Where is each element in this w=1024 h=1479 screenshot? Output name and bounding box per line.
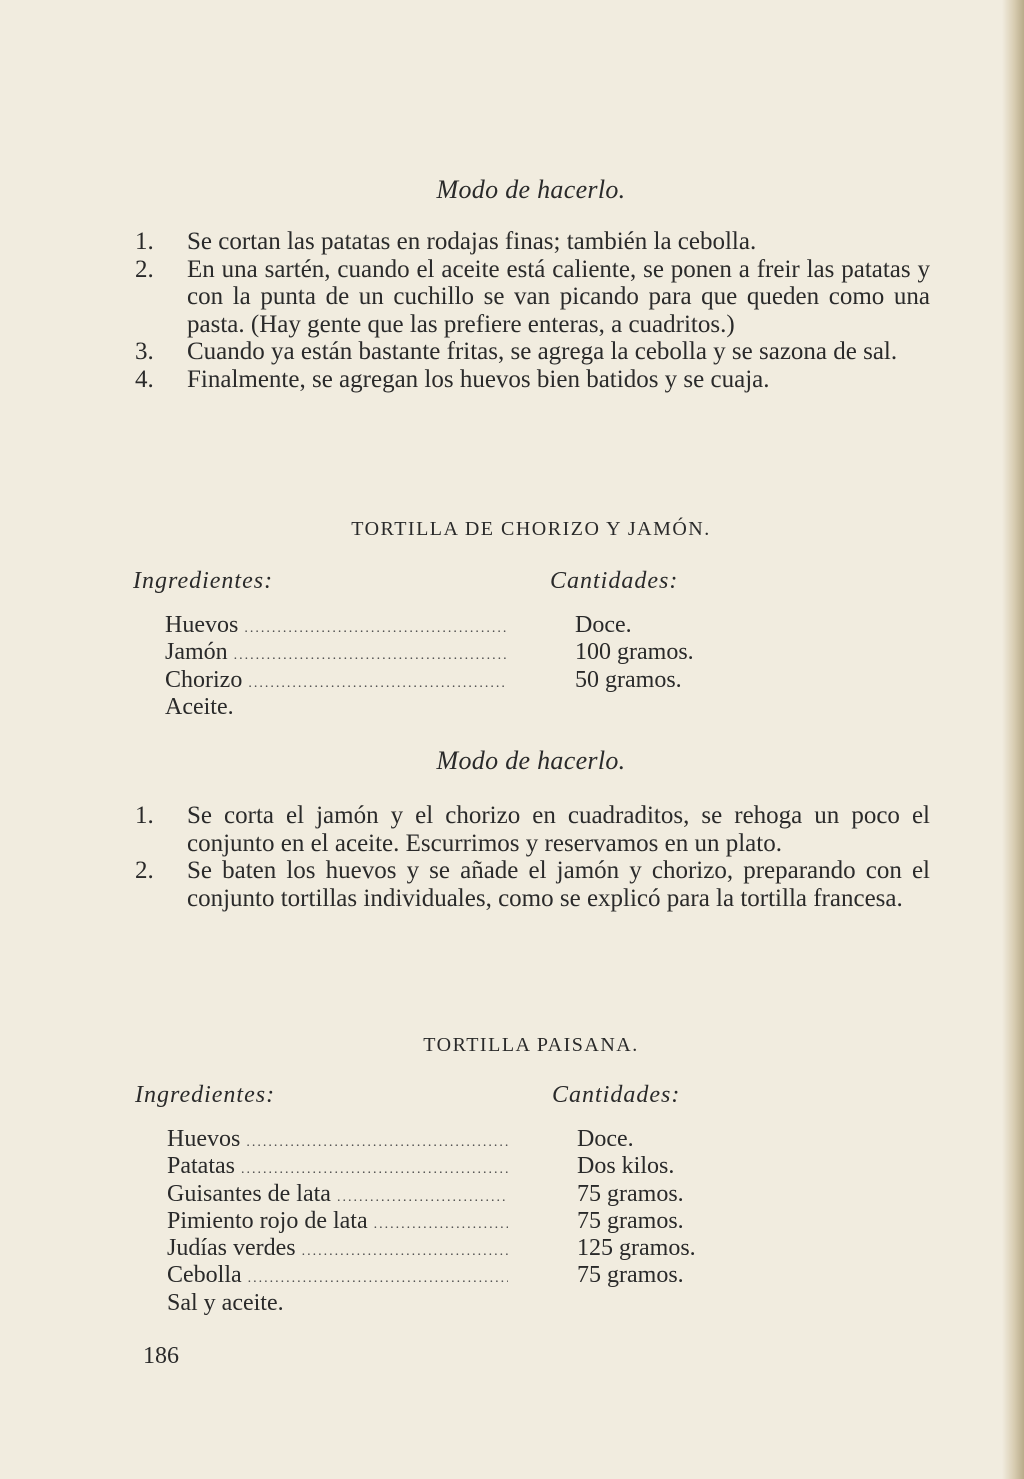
ingredient-quantity: 75 gramos. [577,1180,684,1207]
ingredient-name: Sal y aceite. [167,1289,284,1316]
ingredient-quantity: Doce. [577,1126,634,1152]
ingredient-row [167,1126,747,1153]
ingredient-name: Patatas [167,1153,235,1180]
method-heading: Modo de hacerlo. [436,746,626,775]
dot-leader [302,1238,508,1265]
recipe-title: TORTILLA PAISANA. [423,1034,639,1056]
quantities-label: Cantidades: [552,1082,681,1108]
dot-leader [234,642,506,669]
dot-leader [374,1211,508,1238]
step-number: 1. [135,802,154,829]
dot-leader [246,1129,508,1156]
recipe-title: TORTILLA DE CHORIZO Y JAMÓN. [351,518,711,540]
method-heading: Modo de hacerlo. [436,175,626,204]
step-item [135,338,930,366]
step-number: 3. [135,338,154,365]
ingredient-quantity: 75 gramos. [577,1207,684,1234]
ingredient-name: Jamón [165,639,228,666]
ingredient-row [165,639,745,666]
ingredient-row [165,667,745,694]
quantities-label: Cantidades: [550,568,679,594]
page-number: 186 [143,1343,179,1369]
ingredient-quantity: Doce. [575,612,632,638]
step-item [135,857,930,912]
method-steps [135,802,930,912]
ingredient-name: Cebolla [167,1262,242,1289]
ingredient-row [167,1181,747,1208]
ingredient-name: Guisantes de lata [167,1180,331,1207]
step-text: Cuando ya están bastante fritas, se agrega la cebolla y se sazona de sal. [187,338,898,365]
ingredient-name: Pimiento rojo de lata [167,1207,368,1234]
step-item [135,366,930,394]
step-text: Se corta el jamón y el chorizo en cuadraditos, se rehoga un poco el conjunto en el aceite. Escurrimos y reservamos en un plato. [187,802,930,857]
ingredient-row [167,1153,747,1180]
ingredients-label: Ingredientes: [133,568,274,594]
step-number: 1. [135,228,154,255]
dot-leader [248,670,506,697]
ingredient-name: Huevos [167,1126,241,1152]
dot-leader [244,615,506,642]
step-number: 2. [135,255,154,283]
dot-leader [248,1265,508,1292]
ingredient-row [167,1290,747,1317]
ingredient-row [165,612,745,639]
method-steps [135,228,930,393]
ingredient-name: Huevos [165,612,239,638]
step-item [135,256,930,339]
step-item [135,228,930,256]
page-edge-shadow [1002,0,1024,1479]
ingredient-quantity: 50 gramos. [575,666,682,693]
ingredient-row [167,1235,747,1262]
ingredient-quantity: Dos kilos. [577,1153,675,1180]
ingredients-label: Ingredientes: [135,1082,276,1108]
ingredients-table [167,1126,747,1317]
ingredients-table [165,612,745,721]
dot-leader [337,1184,508,1211]
ingredient-row [165,694,745,721]
ingredient-row [167,1208,747,1235]
ingredient-name: Chorizo [165,666,243,693]
step-number: 2. [135,857,154,884]
step-number: 4. [135,365,154,393]
ingredient-name: Judías verdes [167,1235,296,1262]
ingredient-quantity: 125 gramos. [577,1235,696,1262]
step-text: Se baten los huevos y se añade el jamón y chorizo, preparando con el conjunto tortillas individuales, como se explicó para la tortilla francesa. [187,857,930,912]
ingredient-row [167,1262,747,1289]
ingredient-quantity: 75 gramos. [577,1262,684,1289]
step-item [135,802,930,857]
ingredient-quantity: 100 gramos. [575,639,694,666]
ingredient-name: Aceite. [165,693,234,720]
step-text: En una sartén, cuando el aceite está caliente, se ponen a freir las patatas y con la punta de un cuchillo se van picando para que queden como una pasta. (Hay gente que las prefiere enteras, a cuadritos.) [187,255,930,338]
step-text: Finalmente, se agregan los huevos bien batidos y se cuaja. [187,365,770,393]
dot-leader [241,1156,508,1183]
step-text: Se cortan las patatas en rodajas finas; también la cebolla. [187,228,757,255]
